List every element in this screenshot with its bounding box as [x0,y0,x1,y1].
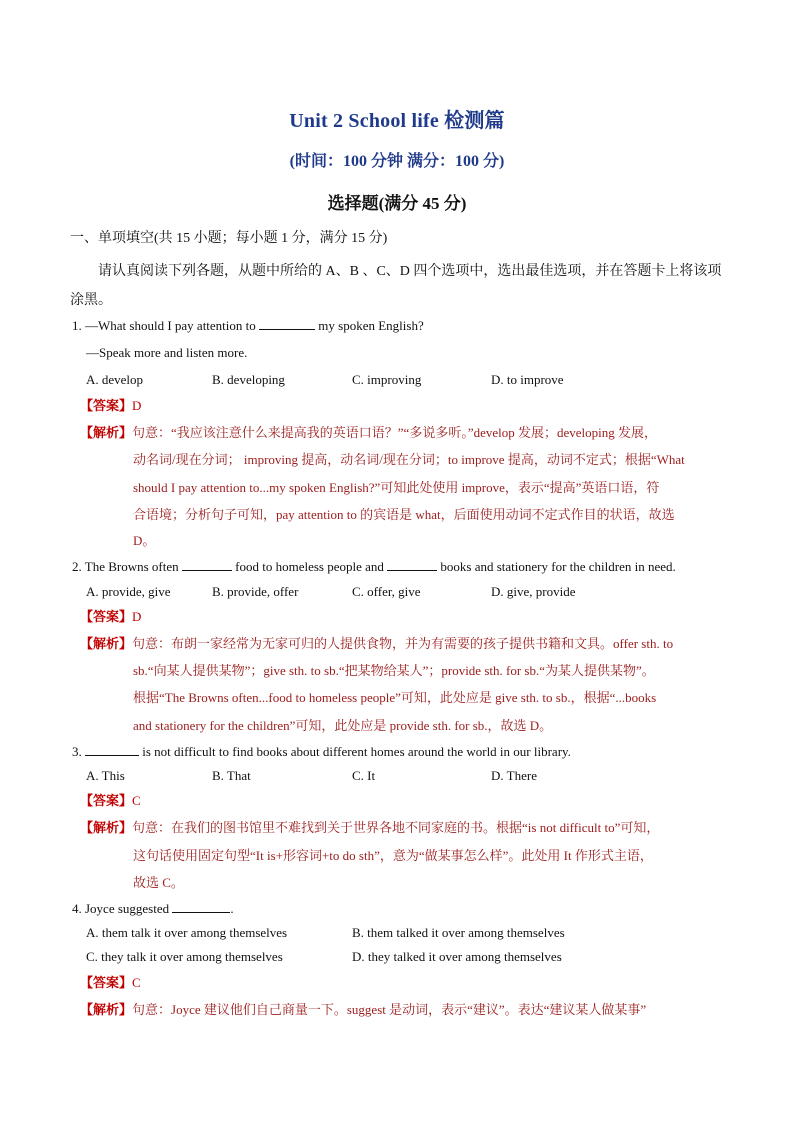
answer-tag: 【答案】 [80,609,133,624]
explanation-line: should I pay attention to...my spoken English?”可知此处使用 improve，表示“提高”英语口语，符 [133,480,660,495]
answer-blank [387,558,437,571]
option-a: A. provide, give [86,584,171,599]
option-d: D. give, provide [491,584,576,599]
question-stem-text: . [230,901,234,916]
option-a: A. them talk it over among themselves [86,925,288,940]
option-a: A. This [86,768,125,783]
question-stem-text: my spoken English? [315,318,424,333]
part-heading: 一、单项填空(共 15 小题；每小题 1 分，满分 15 分) [70,231,388,246]
answer-tag: 【答案】 [80,398,133,413]
answer-line [80,397,141,415]
question-4-stem [72,900,234,918]
answer-line [80,974,141,992]
question-stem-text: 4. Joyce suggested [72,901,173,916]
answer-tag: 【答案】 [80,793,133,808]
explanation-line [80,1001,646,1019]
option-b: B. provide, offer [212,584,299,599]
answer-value: D [132,398,142,413]
question-1-stem [72,317,424,335]
question-stem-text: 3. [72,744,85,759]
option-d: D. they talked it over among themselves [352,949,562,964]
explain-tag: 【解析】 [80,425,133,440]
option-c: C. improving [352,372,422,387]
answer-value: C [132,793,141,808]
explanation-line [80,819,659,837]
explanation-line: 这句话使用固定句型“It is+形容词+to do sth”，意为“做某事怎么样”。此处用 It 作形式主语， [133,848,653,863]
answer-tag: 【答案】 [80,975,133,990]
option-a: A. develop [86,372,144,387]
explanation-line: sb.“向某人提供某物”；give sth. to sb.“把某物给某人”；provide sth. for sb.“为某人提供某物”。 [133,663,655,678]
question-stem-text: books and stationery for the children in need. [437,559,676,574]
option-c: C. offer, give [352,584,421,599]
option-c: C. It [352,768,376,783]
answer-value: D [132,609,142,624]
option-d: D. to improve [491,372,564,387]
explain-tag: 【解析】 [80,820,133,835]
question-3-stem [72,743,571,761]
option-b: B. That [212,768,251,783]
question-stem-text: 2. The Browns often [72,559,182,574]
option-d: D. There [491,768,537,783]
question-stem-text: 1. —What should I pay attention to [72,318,260,333]
instruction-line-1: 请认真阅读下列各题，从题中所给的 A、B 、C、D 四个选项中，选出最佳选项，并在答题卡上将该项 [98,264,722,279]
answer-value: C [132,975,141,990]
explanation-line: and stationery for the children”可知，此处应是 provide sth. for sb.，故选 D。 [133,718,553,733]
explanation-text: 句意：布朗一家经常为无家可归的人提供食物，并为有需要的孩子提供书籍和文具。offer sth. to [132,636,674,651]
instruction-line-2: 涂黑。 [70,293,112,308]
question-stem-text: food to homeless people and [231,559,388,574]
explanation-text: 句意：Joyce 建议他们自己商量一下。suggest 是动词，表示“建议”。表达“建议某人做某事” [132,1002,647,1017]
explanation-line: D。 [133,533,156,548]
answer-blank [172,900,230,913]
explanation-line: 故选 C。 [133,875,184,890]
time-score-line: (时间：100 分钟 满分：100 分) [289,153,505,170]
explanation-line: 根据“The Browns often...food to homeless people”可知，此处应是 give sth. to sb.，根据“...books [133,690,657,705]
explanation-line: 合语境；分析句子可知，pay attention to 的宾语是 what，后面使用动词不定式作目的状语，故选 [133,507,675,522]
explanation-line: 动名词/现在分词； improving 提高，动名词/现在分词；to improve 提高，动词不定式；根据“What [133,452,685,467]
explanation-line [80,424,657,442]
page-title: Unit 2 School life 检测篇 [289,110,505,132]
explain-tag: 【解析】 [80,636,133,651]
option-b: B. them talked it over among themselves [352,925,565,940]
answer-line [80,792,141,810]
explanation-line [80,635,673,653]
answer-blank [259,317,315,330]
explain-tag: 【解析】 [80,1002,133,1017]
answer-blank [85,743,139,756]
question-stem-text: is not difficult to find books about different homes around the world in our library. [139,744,571,759]
question-2-stem [72,558,676,576]
question-1-stem-line2: —Speak more and listen more. [86,345,248,360]
option-b: B. developing [212,372,285,387]
option-c: C. they talk it over among themselves [86,949,283,964]
section-title: 选择题(满分 45 分) [327,194,467,213]
answer-blank [182,558,232,571]
answer-line [80,608,141,626]
explanation-text: 句意：在我们的图书馆里不难找到关于世界各地不同家庭的书。根据“is not difficult to”可知， [132,820,660,835]
explanation-text: 句意：“我应该注意什么来提高我的英语口语？”“多说多听。”develop 发展；developing 发展， [132,425,658,440]
